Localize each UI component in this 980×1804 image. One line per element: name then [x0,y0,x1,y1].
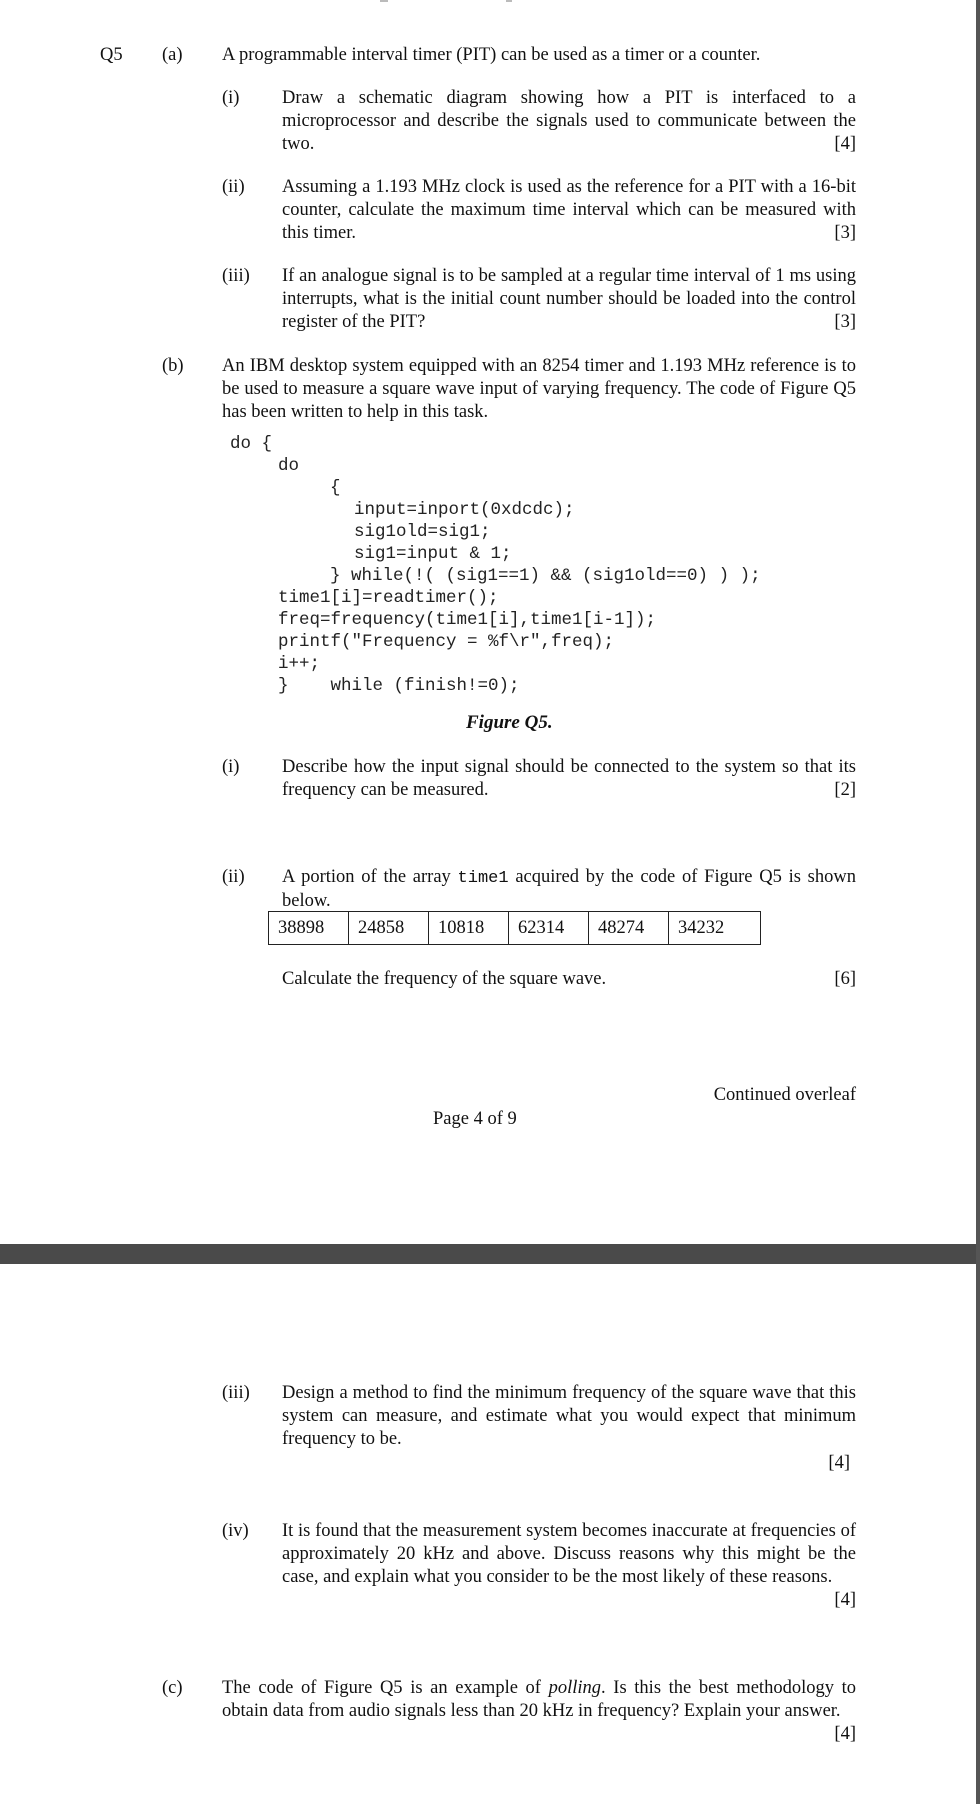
part-b-ii-marks: [6] [834,969,856,989]
part-b-ii-label: (ii) [222,867,245,887]
part-b-i-text: Describe how the input signal should be connected to the system so that its frequency can be measured. [282,757,856,800]
part-c-text: The code of Figure Q5 is an example of polling. Is this the best methodology to obtain data from audio signals less than 20 kHz in frequency? Explain your answer. [222,1678,856,1721]
code-line: sig1old=sig1; [354,522,491,542]
part-c-marks: [4] [834,1724,856,1744]
time1-array-table [268,911,761,945]
table-row [269,912,761,945]
code-line: printf("Frequency = %f\r",freq); [278,632,615,652]
part-b-intro: An IBM desktop system equipped with an 8254 timer and 1.193 MHz reference is to be used to measure a square wave input of varying frequency. The code of Figure Q5 has been written to help in this task. [222,356,856,422]
part-a-i-marks: [4] [834,134,856,154]
page-separator [0,1244,976,1264]
viewer-right-border [976,0,980,1804]
part-b-i-marks: [2] [834,780,856,800]
code-line: do { [230,434,273,454]
part-a-iii-text: If an analogue signal is to be sampled at a regular time interval of 1 ms using interrupts, what is the initial count number should be loaded into the control register of the PIT? [282,266,856,332]
part-b-iv-label: (iv) [222,1521,249,1541]
continued-overleaf: Continued overleaf [713,1085,856,1105]
part-a-label: (a) [162,45,183,65]
array-cell: 24858 [349,912,429,945]
array-cell: 34232 [669,912,761,945]
question-label: Q5 [100,45,123,65]
code-line: { [330,478,341,498]
part-a-iii-marks: [3] [834,312,856,332]
code-line: time1[i]=readtimer(); [278,588,499,608]
page-number: Page 4 of 9 [433,1109,517,1129]
array-cell: 38898 [269,912,349,945]
part-a-ii-marks: [3] [834,223,856,243]
part-b-iii-marks: [4] [828,1453,850,1473]
part-b-iv-marks: [4] [834,1590,856,1610]
part-a-ii-label: (ii) [222,177,245,197]
part-a-iii-label: (iii) [222,266,250,286]
code-line: } while (finish!=0); [278,676,520,696]
code-line: freq=frequency(time1[i],time1[i-1]); [278,610,657,630]
code-line: } while(!( (sig1==1) && (sig1old==0) ) ); [330,566,761,586]
part-b-ii-question: Calculate the frequency of the square wave. [282,969,607,989]
figure-caption: Figure Q5. [466,712,553,733]
part-b-i-label: (i) [222,757,240,777]
part-a-i-label: (i) [222,88,240,108]
part-b-iii-label: (iii) [222,1383,250,1403]
code-line: i++; [278,654,321,674]
code-line: sig1=input & 1; [354,544,512,564]
part-b-ii-text: A portion of the array time1 acquired by the code of Figure Q5 is shown below. [282,867,856,911]
part-b-label: (b) [162,356,184,376]
code-line: input=inport(0xdcdc); [354,500,575,520]
part-a-intro: A programmable interval timer (PIT) can be used as a timer or a counter. [222,45,761,65]
code-line: do [278,456,300,476]
array-cell: 10818 [429,912,509,945]
part-b-iii-text: Design a method to find the minimum frequency of the square wave that this system can measure, and estimate what you would expect that minimum frequency to be. [282,1383,856,1449]
part-c-label: (c) [162,1678,183,1698]
exam-page-5 [0,1264,976,1804]
cropped-text-fragment [506,0,512,2]
part-a-ii-text: Assuming a 1.193 MHz clock is used as the reference for a PIT with a 16-bit counter, calculate the maximum time interval which can be measured with this timer. [282,177,856,243]
array-cell: 48274 [589,912,669,945]
cropped-text-fragment [380,0,388,2]
part-a-i-text: Draw a schematic diagram showing how a PIT is interfaced to a microprocessor and describe the signals used to communicate between the two. [282,88,856,154]
part-b-iv-text: It is found that the measurement system becomes inaccurate at frequencies of approximately 20 kHz and above. Discuss reasons why this might be the case, and explain what you consider to be the most likely of these reasons. [282,1521,856,1587]
array-cell: 62314 [509,912,589,945]
